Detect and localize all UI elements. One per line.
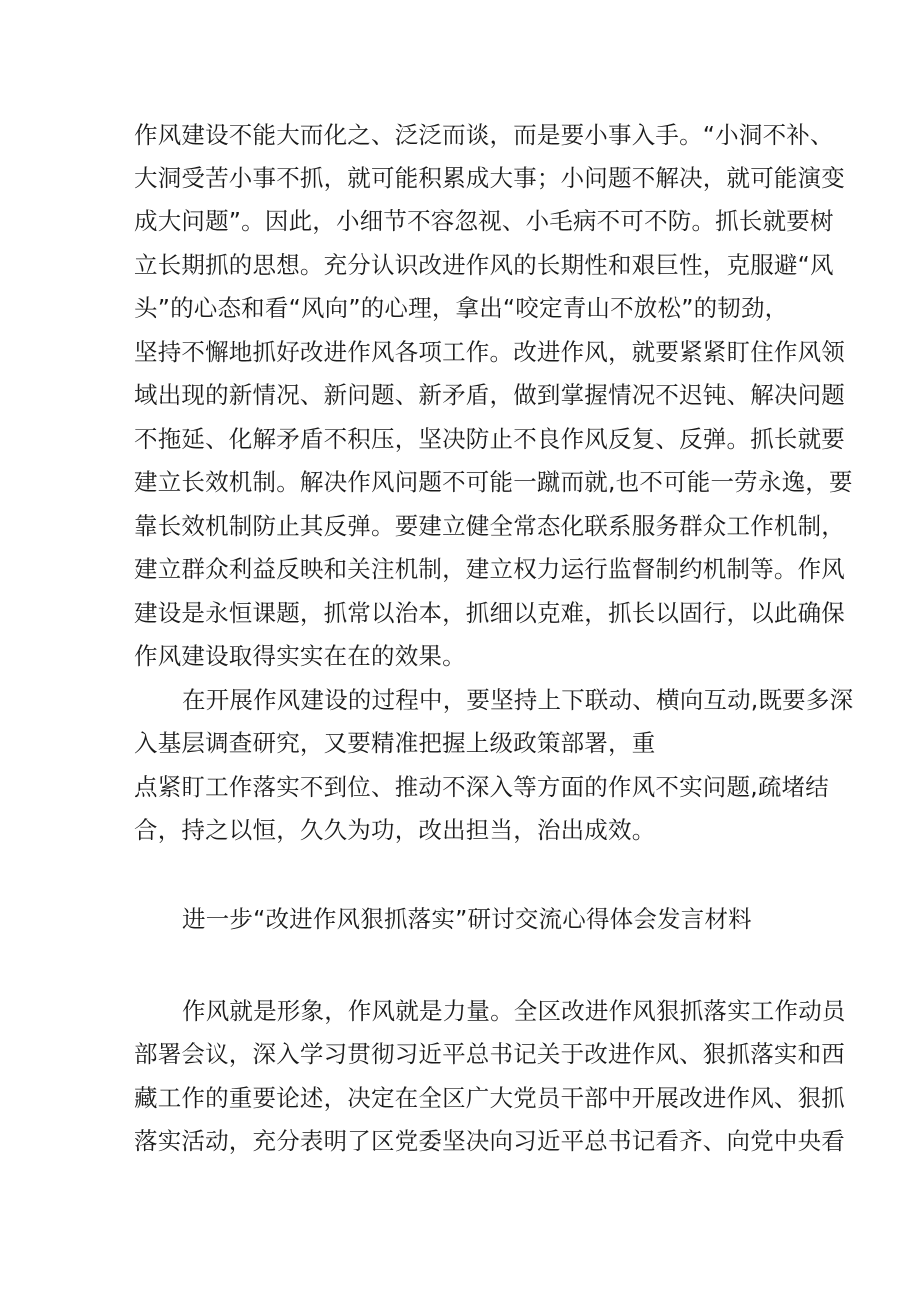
paragraph-line: 域出现的新情况、新问题、新矛盾，做到掌握情况不迟钝、解决问题: [134, 381, 845, 409]
paragraph-line: 入基层调查研究，又要精准把握上级政策部署，重: [134, 729, 656, 757]
paragraph-line: 作风建设取得实实在在的效果。: [134, 642, 466, 670]
paragraph-line: 头”的心态和看“风向”的心理，拿出“咬定青山不放松”的韧劲，: [134, 294, 789, 322]
paragraph-line: 大洞受苦小事不抓，就可能积累成大事；小问题不解决，就可能演变: [134, 164, 845, 192]
paragraph-line: 作风建设不能大而化之、泛泛而谈，而是要小事入手。“小洞不补、: [134, 121, 834, 149]
paragraph-line: 坚持不懈地抓好改进作风各项工作。改进作风，就要紧紧盯住作风领: [134, 338, 845, 366]
paragraph-line: 在开展作风建设的过程中，要坚持上下联动、横向互动,既要多深: [182, 686, 854, 714]
paragraph-line: 点紧盯工作落实不到位、推动不深入等方面的作风不实问题,疏堵结: [134, 773, 829, 801]
paragraph-line: 落实活动，充分表明了区党委坚决向习近平总书记看齐、向党中央看: [134, 1127, 845, 1155]
paragraph-line: 作风就是形象，作风就是力量。全区改进作风狠抓落实工作动员: [182, 997, 846, 1025]
paragraph-line: 建立群众利益反映和关注机制，建立权力运行监督制约机制等。作风: [134, 555, 845, 583]
paragraph-line: 建设是永恒课题，抓常以治本，抓细以克难，抓长以固行，以此确保: [134, 599, 845, 627]
paragraph-line: 部署会议，深入学习贯彻习近平总书记关于改进作风、狠抓落实和西: [134, 1040, 845, 1068]
paragraph-line: 藏工作的重要论述，决定在全区广大党员干部中开展改进作风、狠抓: [134, 1084, 845, 1112]
paragraph-line: 靠长效机制防止其反弹。要建立健全常态化联系服务群众工作机制，: [134, 512, 845, 540]
paragraph-line: 合，持之以恒，久久为功，改出担当，治出成效。: [134, 816, 656, 844]
paragraph-line: 不拖延、化解矛盾不积压，坚决防止不良作风反复、反弹。抓长就要: [134, 425, 845, 453]
paragraph-line: 建立长效机制。解决作风问题不可能一蹴而就,也不可能一劳永逸，要: [134, 468, 853, 496]
paragraph-line: 立长期抓的思想。充分认识改进作风的长期性和艰巨性，克服避“风: [134, 251, 834, 279]
paragraph-line: 成大问题”。因此，小细节不容忽视、小毛病不可不防。抓长就要树: [134, 207, 834, 235]
section-title: 进一步“改进作风狠抓落实”研讨交流心得体会发言材料: [182, 905, 752, 933]
